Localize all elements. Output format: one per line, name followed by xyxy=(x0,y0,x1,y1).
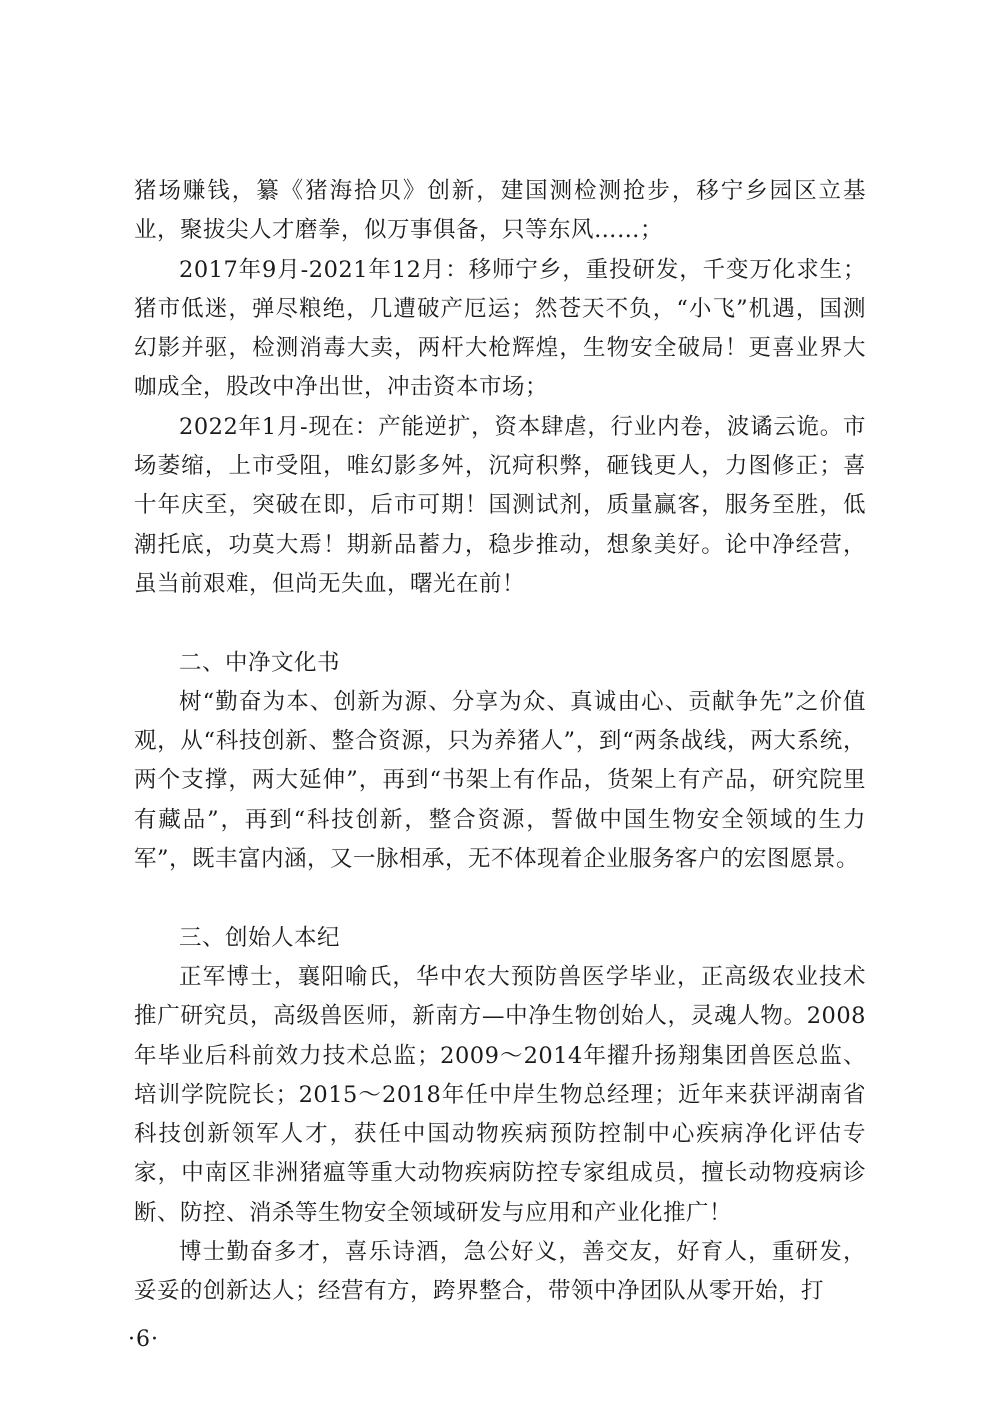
section-spacer xyxy=(134,604,866,643)
paragraph-2017-2021: 2017年9月-2021年12月：移师宁乡，重投研发，千变万化求生；猪市低迷，弹尽粮绝，几遭破产厄运；然苍天不负，“小飞”机遇，国测幻影并驱，检测消毒大卖，两杆大枪辉煌，生物安全破局！更喜业界大咖成全，股改中净出世，冲击资本市场； xyxy=(134,256,866,401)
section-heading-culture: 二、中净文化书 xyxy=(179,649,341,676)
paragraph-founder-character: 博士勤奋多才，喜乐诗酒，急公好义，善交友，好育人，重研发，妥妥的创新达人；经营有方，跨界整合，带领中净团队从零开始，打 xyxy=(134,1239,866,1305)
section-heading-founder: 三、创始人本纪 xyxy=(179,924,341,951)
paragraph-founder-bio: 正军博士，襄阳喻氏，华中农大预防兽医学毕业，正高级农业技术推广研究员，高级兽医师，新南方—中净生物创始人，灵魂人物。2008年毕业后科前效力技术总监；2009～2014年擢升扬翔集团兽医总监、培训学院院长；2015～2018年任中岸生物总经理；近年来获评湖南省科技创新领军人才，获任中国动物疾病预防控制中心疾病净化评估专家，中南区非洲猪瘟等重大动物疾病防控专家组成员，擅长动物疫病诊断、防控、消杀等生物安全领域研发与应用和产业化推广！ xyxy=(134,963,866,1226)
paragraph-history-continued: 猪场赚钱，纂《猪海拾贝》创新，建国测检测抢步，移宁乡园区立基业，聚拔尖人才磨拳，似万事俱备，只等东风……； xyxy=(134,178,866,244)
paragraph-2022-present: 2022年1月-现在：产能逆扩，资本肆虐，行业内卷，波谲云诡。市场萎缩，上市受阻，唯幻影多舛，沉疴积弊，砸钱更人，力图修正；喜十年庆至，突破在即，后市可期！国测试剂，质量赢客，服务至胜，低潮托底，功莫大焉！期新品蓄力，稳步推动，想象美好。论中净经营，虽当前艰难，但尚无失血，曙光在前！ xyxy=(134,413,866,597)
paragraph-culture: 树“勤奋为本、创新为源、分享为众、真诚由心、贡献争先”之价值观，从“科技创新、整合资源，只为养猪人”，到“两条战线，两大系统，两个支撑，两大延伸”，再到“书架上有作品，货架上有产品，研究院里有藏品”，再到“科技创新，整合资源，誓做中国生物安全领域的生力军”，既丰富内涵，又一脉相承，无不体现着企业服务客户的宏图愿景。 xyxy=(134,688,866,873)
body-text xyxy=(134,172,866,1312)
section-spacer xyxy=(134,879,866,918)
page-number: ·6· xyxy=(128,1327,159,1352)
